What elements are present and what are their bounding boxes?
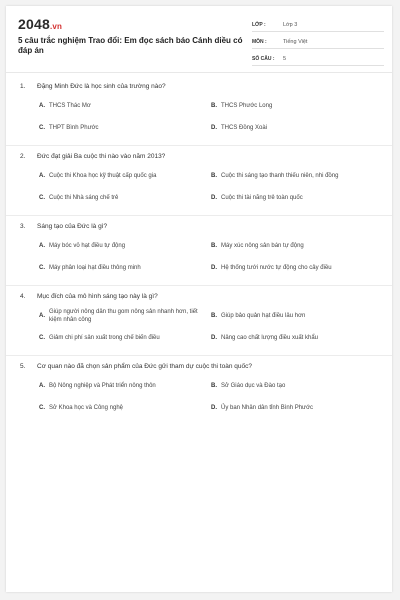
option-text: Máy phân loại hạt điều thông minh (49, 264, 141, 271)
question-2 (6, 152, 392, 216)
option-b[interactable] (211, 235, 383, 257)
question-text: Sáng tạo của Đức là gì? (37, 223, 108, 230)
option-letter: B. (211, 102, 217, 109)
option-c[interactable] (39, 397, 211, 419)
question-number: 4. (20, 293, 26, 300)
option-text: Cuộc thi tài năng trẻ toàn quốc (221, 194, 303, 201)
option-text: Giúp người nông dân thu gom nông sản nhanh hơn, tiết kiệm nhân công (49, 308, 198, 323)
meta-row-subject (252, 33, 384, 49)
option-letter: D. (211, 334, 217, 341)
worksheet-page (6, 6, 392, 592)
option-grid (6, 305, 392, 349)
option-text: Sở Khoa học và Công nghệ (49, 404, 123, 411)
question-stem (6, 222, 392, 231)
site-logo[interactable] (18, 16, 62, 32)
question-4 (6, 292, 392, 356)
option-text: Cuộc thi Khoa học kỹ thuật cấp quốc gia (49, 172, 157, 179)
meta-label: LỚP : (252, 22, 266, 28)
option-text: Giúp bảo quản hạt điều lâu hơn (221, 312, 306, 319)
option-d[interactable] (211, 397, 383, 419)
question-1 (6, 82, 392, 146)
option-b[interactable] (211, 375, 383, 397)
option-text: Sở Giáo dục và Đào tạo (221, 382, 286, 389)
option-text: Cuộc thi sáng tạo thanh thiếu niên, nhi đồng (221, 172, 339, 179)
option-d[interactable] (211, 327, 383, 349)
option-b[interactable] (211, 165, 383, 187)
question-list (6, 82, 392, 431)
option-c[interactable] (39, 187, 211, 209)
question-stem (6, 292, 392, 301)
question-5 (6, 362, 392, 425)
option-letter: A. (39, 172, 45, 179)
option-letter: C. (39, 404, 45, 411)
option-text: Hệ thống tưới nước tự động cho cây điều (221, 264, 332, 271)
option-d[interactable] (211, 117, 383, 139)
option-c[interactable] (39, 117, 211, 139)
option-letter: C. (39, 124, 45, 131)
meta-label: SỐ CÂU : (252, 56, 275, 62)
question-stem (6, 82, 392, 91)
option-text: Ủy ban Nhân dân tỉnh Bình Phước (221, 404, 314, 411)
question-text: Đức đạt giải Ba cuộc thi nào vào năm 2013? (37, 153, 166, 160)
meta-value: Tiếng Việt (283, 39, 308, 45)
option-letter: D. (211, 124, 217, 131)
option-letter: D. (211, 264, 217, 271)
page-title: 5 câu trắc nghiệm Trao đổi: Em đọc sách báo Cánh diều có đáp án (18, 36, 243, 55)
option-text: Bộ Nông nghiệp và Phát triển nông thôn (49, 382, 156, 389)
option-text: Máy xúc nông sản bán tự động (221, 242, 304, 249)
question-3 (6, 222, 392, 286)
option-text: THPT Bình Phước (49, 124, 99, 131)
option-text: THCS Thác Mơ (49, 102, 91, 109)
meta-label: MÔN : (252, 39, 267, 45)
question-number: 2. (20, 153, 26, 160)
option-letter: A. (39, 242, 45, 249)
option-letter: D. (211, 404, 217, 411)
option-letter: A. (39, 382, 45, 389)
option-letter: D. (211, 194, 217, 201)
option-grid (6, 375, 392, 419)
option-text: THCS Đồng Xoài (221, 124, 268, 131)
option-a[interactable] (39, 375, 211, 397)
option-a[interactable] (39, 165, 211, 187)
meta-value: Lớp 3 (283, 22, 298, 28)
option-text: Giảm chi phí sản xuất trong chế biến điều (49, 334, 160, 341)
header-divider (6, 72, 392, 73)
meta-value: 5 (283, 56, 287, 62)
meta-panel (252, 16, 384, 67)
question-number: 1. (20, 83, 26, 90)
option-letter: C. (39, 334, 45, 341)
meta-row-count (252, 50, 384, 66)
option-text: THCS Phước Long (221, 102, 273, 109)
question-stem (6, 152, 392, 161)
worksheet-header (6, 6, 392, 66)
option-d[interactable] (211, 187, 383, 209)
meta-row-class (252, 16, 384, 32)
option-letter: B. (211, 382, 217, 389)
option-letter: A. (39, 312, 45, 319)
question-text: Đặng Minh Đức là học sinh của trường nào? (37, 83, 166, 90)
logo-main-text: 2048 (18, 16, 50, 32)
option-grid (6, 235, 392, 279)
option-c[interactable] (39, 327, 211, 349)
option-letter: C. (39, 264, 45, 271)
logo-ext-text: .vn (49, 22, 63, 31)
option-letter: B. (211, 312, 217, 319)
option-c[interactable] (39, 257, 211, 279)
option-d[interactable] (211, 257, 383, 279)
question-text: Cơ quan nào đã chọn sản phẩm của Đức gửi tham dự cuộc thi toàn quốc? (37, 363, 252, 370)
option-text: Cuộc thi Nhà sáng chế trẻ (49, 194, 119, 201)
option-text: Máy bóc vỏ hạt điều tự động (49, 242, 126, 249)
question-text: Mục đích của mô hình sáng tạo này là gì? (37, 293, 158, 300)
option-b[interactable] (211, 305, 383, 327)
option-a[interactable] (39, 95, 211, 117)
option-a[interactable] (39, 235, 211, 257)
question-stem (6, 362, 392, 371)
question-number: 5. (20, 363, 26, 370)
option-grid (6, 95, 392, 139)
option-letter: B. (211, 172, 217, 179)
question-number: 3. (20, 223, 26, 230)
option-letter: B. (211, 242, 217, 249)
option-letter: A. (39, 102, 45, 109)
option-letter: C. (39, 194, 45, 201)
option-a[interactable] (39, 305, 211, 327)
option-text: Nâng cao chất lượng điều xuất khẩu (221, 334, 319, 341)
option-b[interactable] (211, 95, 383, 117)
option-grid (6, 165, 392, 209)
